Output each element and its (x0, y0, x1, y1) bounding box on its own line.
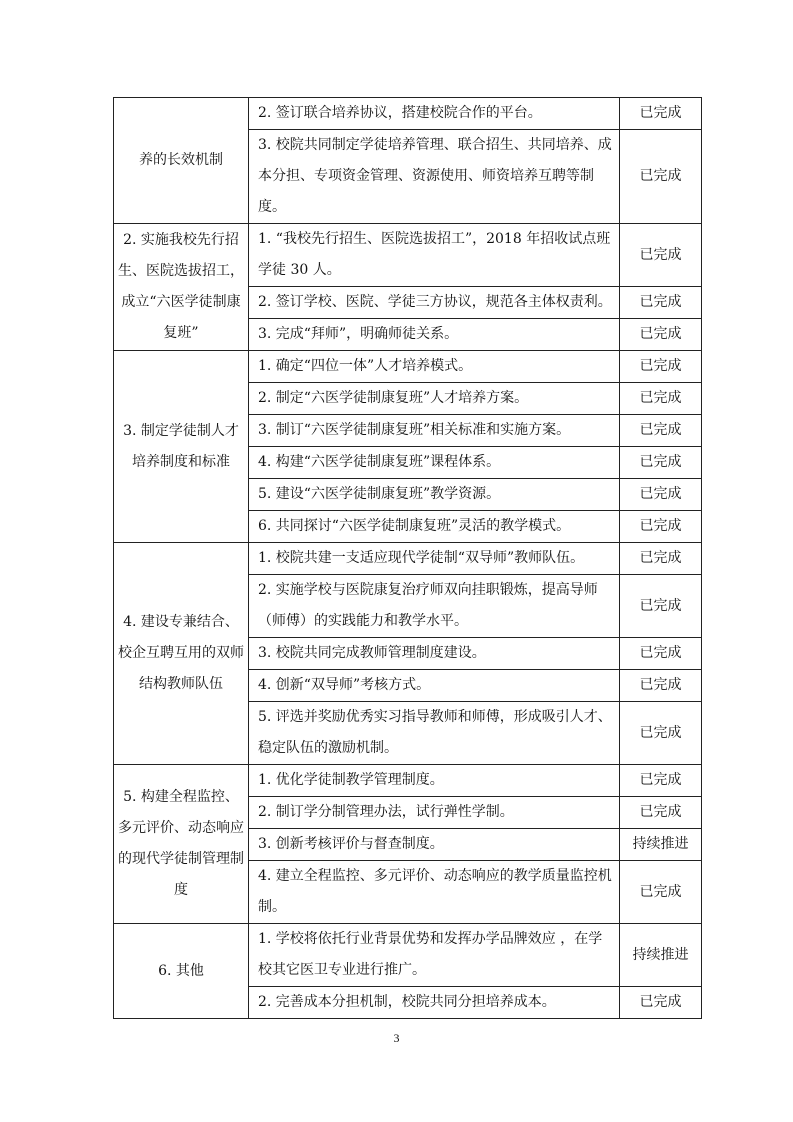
status-cell: 已完成 (620, 98, 702, 130)
status-cell: 已完成 (620, 447, 702, 479)
task-item: 1. “我校先行招生、医院选拔招工”，2018 年招收试点班学徒 30 人。 (249, 224, 620, 287)
status-cell: 已完成 (620, 224, 702, 287)
table-row (114, 543, 702, 575)
status-cell: 持续推进 (620, 829, 702, 861)
status-cell: 已完成 (620, 987, 702, 1019)
task-item: 2. 制定“六医学徒制康复班”人才培养方案。 (249, 383, 620, 415)
status-cell: 已完成 (620, 543, 702, 575)
status-cell: 已完成 (620, 702, 702, 765)
task-table (113, 97, 702, 1019)
task-item: 2. 制订学分制管理办法，试行弹性学制。 (249, 797, 620, 829)
status-cell: 持续推进 (620, 924, 702, 987)
task-item: 1. 确定“四位一体”人才培养模式。 (249, 351, 620, 383)
task-item: 1. 优化学徒制教学管理制度。 (249, 765, 620, 797)
status-cell: 已完成 (620, 511, 702, 543)
table-row (114, 98, 702, 130)
table-row (114, 351, 702, 383)
section-title: 4. 建设专兼结合、校企互聘互用的双师结构教师队伍 (114, 543, 249, 765)
table-row (114, 924, 702, 987)
status-cell: 已完成 (620, 638, 702, 670)
page-number: 3 (393, 1031, 400, 1045)
task-item: 2. 签订学校、医院、学徒三方协议，规范各主体权责利。 (249, 287, 620, 319)
section-title: 养的长效机制 (114, 98, 249, 224)
table-row (114, 224, 702, 287)
task-item: 2. 签订联合培养协议，搭建校院合作的平台。 (249, 98, 620, 130)
status-cell: 已完成 (620, 575, 702, 638)
task-item: 3. 制订“六医学徒制康复班”相关标准和实施方案。 (249, 415, 620, 447)
task-item: 6. 共同探讨“六医学徒制康复班”灵活的教学模式。 (249, 511, 620, 543)
status-cell: 已完成 (620, 765, 702, 797)
task-item: 1. 校院共建一支适应现代学徒制“双导师”教师队伍。 (249, 543, 620, 575)
task-item: 4. 建立全程监控、多元评价、动态响应的教学质量监控机制。 (249, 861, 620, 924)
status-cell: 已完成 (620, 287, 702, 319)
task-item: 3. 校院共同完成教师管理制度建设。 (249, 638, 620, 670)
status-cell: 已完成 (620, 861, 702, 924)
task-item: 3. 校院共同制定学徒培养管理、联合招生、共同培养、成本分担、专项资金管理、资源使用、师资培养互聘等制度。 (249, 130, 620, 224)
section-title: 6. 其他 (114, 924, 249, 1019)
status-cell: 已完成 (620, 130, 702, 224)
status-cell: 已完成 (620, 351, 702, 383)
task-item: 3. 创新考核评价与督查制度。 (249, 829, 620, 861)
status-cell: 已完成 (620, 383, 702, 415)
table-row (114, 765, 702, 797)
task-item: 3. 完成“拜师”，明确师徒关系。 (249, 319, 620, 351)
section-title: 2. 实施我校先行招生、医院选拔招工，成立“六医学徒制康复班” (114, 224, 249, 351)
task-item: 4. 构建“六医学徒制康复班”课程体系。 (249, 447, 620, 479)
status-cell: 已完成 (620, 415, 702, 447)
task-item: 4. 创新“双导师”考核方式。 (249, 670, 620, 702)
section-title: 5. 构建全程监控、多元评价、动态响应的现代学徒制管理制度 (114, 765, 249, 924)
status-cell: 已完成 (620, 670, 702, 702)
task-item: 2. 实施学校与医院康复治疗师双向挂职锻炼，提高导师（师傅）的实践能力和教学水平。 (249, 575, 620, 638)
task-item: 1. 学校将依托行业背景优势和发挥办学品牌效应 ，在学校其它医卫专业进行推广。 (249, 924, 620, 987)
task-item: 5. 评选并奖励优秀实习指导教师和师傅，形成吸引人才、稳定队伍的激励机制。 (249, 702, 620, 765)
task-item: 2. 完善成本分担机制，校院共同分担培养成本。 (249, 987, 620, 1019)
section-title: 3. 制定学徒制人才培养制度和标准 (114, 351, 249, 543)
status-cell: 已完成 (620, 797, 702, 829)
status-cell: 已完成 (620, 479, 702, 511)
task-item: 5. 建设“六医学徒制康复班”教学资源。 (249, 479, 620, 511)
status-cell: 已完成 (620, 319, 702, 351)
